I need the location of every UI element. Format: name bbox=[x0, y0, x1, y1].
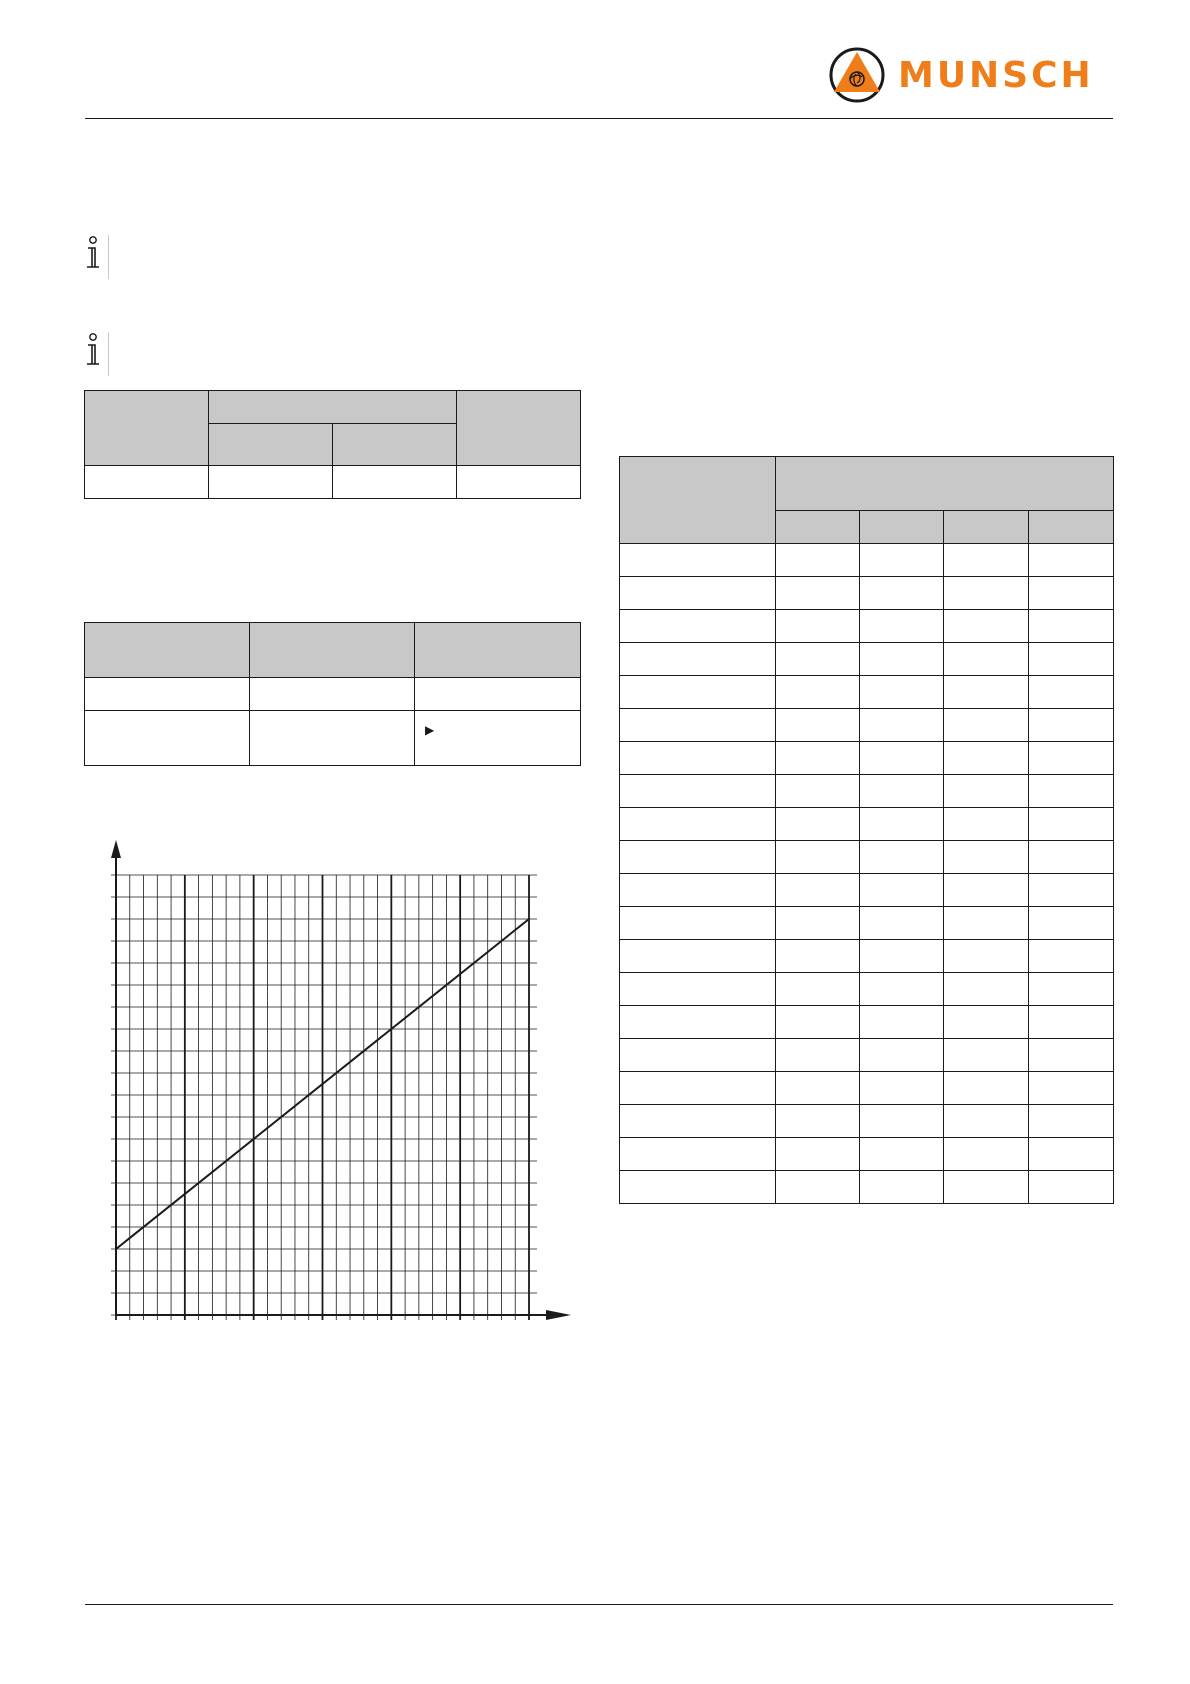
table-cell bbox=[944, 1006, 1029, 1039]
info-note-2 bbox=[84, 332, 114, 376]
table-cell bbox=[944, 841, 1029, 874]
table-cell bbox=[620, 1138, 776, 1171]
brand-name: MUNSCH bbox=[898, 55, 1094, 96]
table-cell bbox=[776, 544, 860, 577]
table-cell bbox=[944, 742, 1029, 775]
table-cell bbox=[776, 1105, 860, 1138]
table-cell bbox=[1029, 973, 1114, 1006]
table-mid-left bbox=[84, 622, 581, 766]
table-cell bbox=[776, 610, 860, 643]
table-subheader-cell bbox=[860, 511, 944, 544]
table-cell bbox=[620, 973, 776, 1006]
table-row bbox=[620, 1006, 1114, 1039]
table-cell bbox=[776, 577, 860, 610]
table-cell bbox=[860, 742, 944, 775]
table-cell bbox=[1029, 544, 1114, 577]
table-cell bbox=[776, 1138, 860, 1171]
table-cell bbox=[944, 1039, 1029, 1072]
table-cell bbox=[860, 1171, 944, 1204]
table-cell bbox=[620, 1105, 776, 1138]
table-row bbox=[620, 907, 1114, 940]
table-cell bbox=[944, 874, 1029, 907]
table-cell bbox=[776, 874, 860, 907]
triangle-right-icon: ▶ bbox=[425, 723, 435, 737]
table-cell bbox=[944, 643, 1029, 676]
table-cell bbox=[1029, 1072, 1114, 1105]
table-header-cell bbox=[415, 623, 581, 678]
table-cell bbox=[776, 1006, 860, 1039]
table-cell bbox=[944, 1171, 1029, 1204]
table-cell bbox=[1029, 808, 1114, 841]
table-row bbox=[620, 808, 1114, 841]
table-cell bbox=[620, 907, 776, 940]
info-icon bbox=[84, 235, 104, 271]
table-cell bbox=[1029, 742, 1114, 775]
table-cell bbox=[860, 874, 944, 907]
table-cell bbox=[1029, 1039, 1114, 1072]
footer-rule bbox=[85, 1604, 1113, 1605]
info-divider bbox=[108, 235, 109, 279]
table-cell bbox=[776, 676, 860, 709]
table-row bbox=[620, 742, 1114, 775]
header-rule bbox=[85, 118, 1113, 119]
table-subheader-cell bbox=[1029, 511, 1114, 544]
table-cell bbox=[944, 676, 1029, 709]
table-row bbox=[620, 1171, 1114, 1204]
table-cell bbox=[776, 709, 860, 742]
table-cell bbox=[620, 577, 776, 610]
table-row bbox=[620, 610, 1114, 643]
table-cell bbox=[620, 643, 776, 676]
info-icon bbox=[84, 332, 104, 368]
table-cell bbox=[620, 841, 776, 874]
table-cell bbox=[776, 973, 860, 1006]
table-row bbox=[620, 643, 1114, 676]
table-row bbox=[620, 940, 1114, 973]
table-cell bbox=[1029, 907, 1114, 940]
table-cell bbox=[776, 1072, 860, 1105]
table-header-cell bbox=[457, 391, 581, 466]
table-cell bbox=[1029, 709, 1114, 742]
table-cell bbox=[1029, 940, 1114, 973]
table-cell bbox=[1029, 841, 1114, 874]
table-cell bbox=[1029, 1006, 1114, 1039]
table-cell bbox=[860, 940, 944, 973]
munsch-logo bbox=[828, 46, 1118, 108]
x-axis-arrow bbox=[546, 1310, 571, 1320]
table-subheader-cell bbox=[944, 511, 1029, 544]
info-divider bbox=[108, 332, 109, 376]
table-row bbox=[620, 544, 1114, 577]
table-cell bbox=[1029, 1138, 1114, 1171]
table-cell bbox=[776, 742, 860, 775]
table-cell bbox=[85, 466, 209, 499]
table-cell bbox=[415, 678, 581, 711]
y-axis-arrow bbox=[111, 840, 121, 858]
table-cell bbox=[944, 973, 1029, 1006]
table-row bbox=[620, 775, 1114, 808]
table-cell bbox=[1029, 643, 1114, 676]
table-cell bbox=[776, 643, 860, 676]
table-cell bbox=[620, 709, 776, 742]
table-row bbox=[85, 678, 581, 711]
table-cell bbox=[944, 808, 1029, 841]
table-cell bbox=[1029, 1105, 1114, 1138]
table-cell bbox=[620, 1006, 776, 1039]
table-row bbox=[85, 466, 581, 499]
line-chart bbox=[96, 838, 576, 1328]
table-cell bbox=[860, 610, 944, 643]
table-cell bbox=[620, 1171, 776, 1204]
table-cell bbox=[860, 1072, 944, 1105]
table-cell bbox=[944, 775, 1029, 808]
table-cell bbox=[776, 1039, 860, 1072]
table-cell bbox=[860, 808, 944, 841]
table-header-cell bbox=[620, 457, 776, 544]
table-cell bbox=[620, 544, 776, 577]
table-header-cell bbox=[209, 391, 457, 424]
table-cell bbox=[944, 544, 1029, 577]
table-cell bbox=[250, 711, 415, 766]
table-cell bbox=[776, 808, 860, 841]
table-right bbox=[619, 456, 1114, 1204]
table-row bbox=[620, 1039, 1114, 1072]
table-cell bbox=[860, 775, 944, 808]
table-row bbox=[620, 676, 1114, 709]
table-row bbox=[620, 874, 1114, 907]
table-top-left bbox=[84, 390, 581, 499]
table-row bbox=[620, 1072, 1114, 1105]
table-header-cell bbox=[85, 391, 209, 466]
table-cell bbox=[776, 907, 860, 940]
table-header-cell bbox=[250, 623, 415, 678]
table-row bbox=[620, 841, 1114, 874]
table-row bbox=[620, 1105, 1114, 1138]
table-subheader-cell bbox=[333, 424, 457, 466]
table-cell bbox=[620, 874, 776, 907]
table-cell bbox=[457, 466, 581, 499]
table-cell bbox=[944, 1072, 1029, 1105]
table-subheader-cell bbox=[776, 511, 860, 544]
table-cell bbox=[1029, 676, 1114, 709]
table-row bbox=[620, 577, 1114, 610]
table-cell bbox=[1029, 775, 1114, 808]
info-note-1 bbox=[84, 235, 114, 279]
table-cell bbox=[85, 678, 250, 711]
table-cell bbox=[1029, 874, 1114, 907]
table-cell bbox=[620, 940, 776, 973]
table-cell bbox=[333, 466, 457, 499]
table-header-cell bbox=[776, 457, 1114, 511]
table-cell bbox=[620, 775, 776, 808]
table-cell bbox=[860, 1039, 944, 1072]
table-cell bbox=[1029, 1171, 1114, 1204]
table-cell bbox=[860, 544, 944, 577]
munsch-triangle-spiral-icon bbox=[828, 46, 886, 104]
table-header-cell bbox=[85, 623, 250, 678]
table-cell bbox=[620, 808, 776, 841]
table-cell bbox=[415, 711, 581, 766]
table-cell bbox=[620, 742, 776, 775]
table-cell bbox=[860, 973, 944, 1006]
table-cell bbox=[620, 1072, 776, 1105]
table-cell bbox=[860, 577, 944, 610]
table-cell bbox=[860, 676, 944, 709]
table-cell bbox=[944, 907, 1029, 940]
table-cell bbox=[1029, 610, 1114, 643]
table-cell bbox=[860, 643, 944, 676]
table-cell bbox=[944, 577, 1029, 610]
table-cell bbox=[944, 940, 1029, 973]
table-cell bbox=[944, 1105, 1029, 1138]
table-row bbox=[620, 709, 1114, 742]
table-cell bbox=[860, 1006, 944, 1039]
table-cell bbox=[860, 841, 944, 874]
table-row bbox=[620, 1138, 1114, 1171]
table-cell bbox=[776, 841, 860, 874]
table-row bbox=[85, 711, 581, 766]
table-cell bbox=[860, 1105, 944, 1138]
table-cell bbox=[860, 907, 944, 940]
table-cell bbox=[776, 1171, 860, 1204]
table-cell bbox=[860, 709, 944, 742]
table-cell bbox=[944, 1138, 1029, 1171]
table-cell bbox=[209, 466, 333, 499]
table-cell bbox=[620, 676, 776, 709]
table-cell bbox=[250, 678, 415, 711]
table-cell bbox=[85, 711, 250, 766]
table-cell bbox=[620, 610, 776, 643]
table-cell bbox=[776, 940, 860, 973]
table-cell bbox=[776, 775, 860, 808]
table-subheader-cell bbox=[209, 424, 333, 466]
table-cell bbox=[944, 610, 1029, 643]
table-row bbox=[620, 973, 1114, 1006]
table-cell bbox=[944, 709, 1029, 742]
table-cell bbox=[860, 1138, 944, 1171]
table-cell bbox=[620, 1039, 776, 1072]
table-cell bbox=[1029, 577, 1114, 610]
